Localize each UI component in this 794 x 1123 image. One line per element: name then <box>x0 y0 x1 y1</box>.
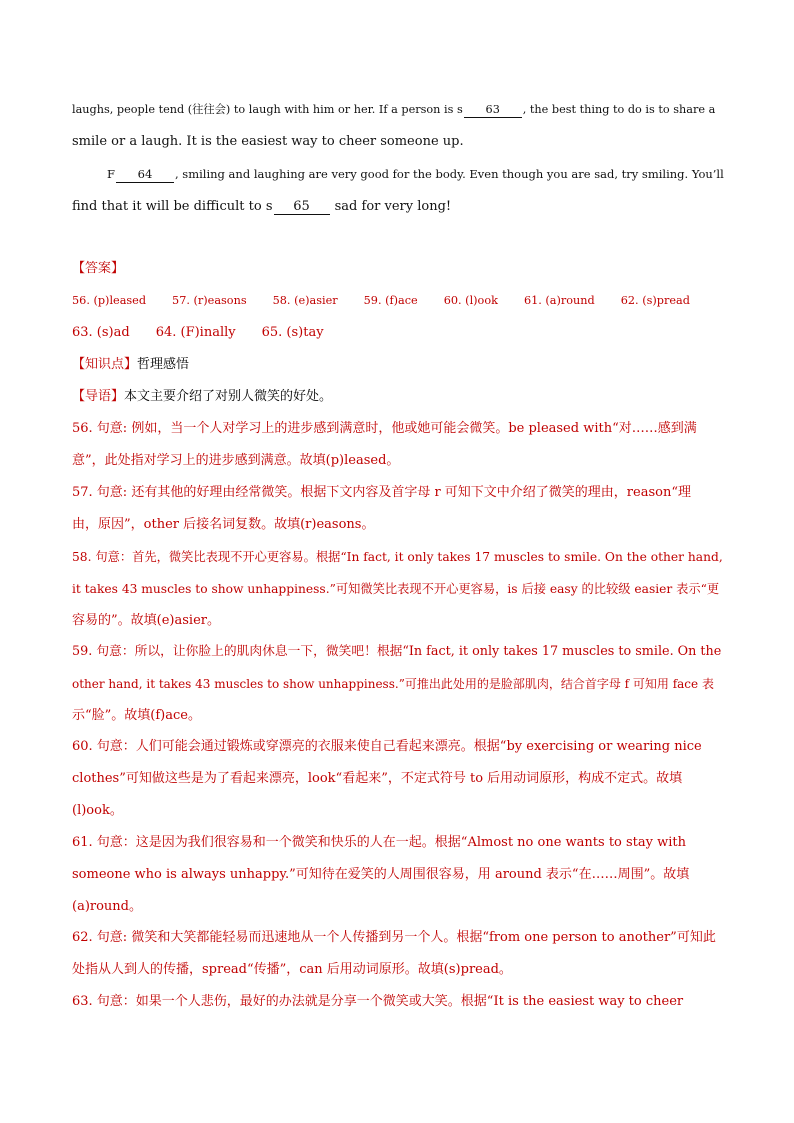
explanation-line: 容易的”。故填(e)asier。 <box>72 613 220 628</box>
explanation-line: 处指从人到人的传播，spread“传播”，can 后用动词原形。故填(s)pread。 <box>72 962 512 977</box>
explanation-line: 58. 句意：首先，微笑比表现不开心更容易。根据“In fact, it only takes 17 muscles to smile. On the other hand, <box>72 550 723 564</box>
explanation-line: clothes”可知做这些是为了看起来漂亮，look“看起来”，不定式符号 to 后用动词原形，构成不定式。故填 <box>72 771 683 786</box>
answer-item: 62. (s)pread <box>620 294 690 307</box>
blank-64: 64 <box>116 167 174 183</box>
answer-item: 56. (p)leased <box>72 294 147 307</box>
explanation-line: someone who is always unhappy.”可知待在爱笑的人周围很容易，用 around 表示“在……周围”。故填 <box>72 867 690 882</box>
explanation-line: 59. 句意：所以，让你脸上的肌肉休息一下，微笑吧！根据“In fact, it only takes 17 muscles to smile. On the <box>72 644 722 659</box>
passage-line-1 <box>72 100 715 120</box>
explanation-line: 意”，此处指对学习上的进步感到满意。故填(p)leased。 <box>72 453 400 468</box>
explanation-line: (a)round。 <box>72 899 143 914</box>
passage-line-4 <box>72 197 451 217</box>
knowledge-text: 哲理感悟 <box>137 357 190 372</box>
blank-65: 65 <box>274 199 330 215</box>
answer-item: 60. (l)ook <box>443 294 498 307</box>
explanation-line: 56. 句意: 例如，当一个人对学习上的进步感到满意时，他或她可能会微笑。be pleased with“对……感到满 <box>72 421 697 436</box>
explanation-line: 62. 句意: 微笑和大笑都能轻易而迅速地从一个人传播到另一个人。根据“from one person to another”可知此 <box>72 930 716 945</box>
explanation-line: 60. 句意：人们可能会通过锻炼或穿漂亮的衣服来使自己看起来漂亮。根据“by exercising or wearing nice <box>72 739 702 754</box>
passage-line-2: smile or a laugh. It is the easiest way to cheer someone up. <box>72 134 464 149</box>
explanation-line: 61. 句意：这是因为我们很容易和一个微笑和快乐的人在一起。根据“Almost no one wants to stay with <box>72 835 687 850</box>
explanation-line: it takes 43 muscles to show unhappiness.”可知微笑比表现不开心更容易，is 后接 easy 的比较级 easier 表示“更 <box>72 582 720 596</box>
answer-item: 64. (F)inally <box>155 325 236 340</box>
answer-label: 【答案】 <box>72 261 125 276</box>
explanation-line: (l)ook。 <box>72 803 123 818</box>
guide-text: 本文主要介绍了对别人微笑的好处。 <box>124 389 333 404</box>
guide-label: 【导语】 <box>72 389 125 404</box>
passage-line-3 <box>107 164 724 184</box>
answer-item: 61. (a)round <box>523 294 595 307</box>
passage-text: , the best thing to do is to share a <box>522 103 716 116</box>
answer-row-2 <box>72 323 350 343</box>
knowledge-label: 【知识点】 <box>72 357 138 372</box>
guide <box>72 387 332 407</box>
passage-text: laughs, people tend (往往会) to laugh with him or her. If a person is s <box>72 103 463 116</box>
knowledge-point <box>72 355 189 375</box>
explanation-line: 63. 句意：如果一个人悲伤，最好的办法就是分享一个微笑或大笑。根据“It is the easiest way to cheer <box>72 994 684 1009</box>
passage-text: find that it will be difficult to s <box>72 199 273 214</box>
passage-text: sad for very long! <box>330 199 452 214</box>
answer-row-1 <box>72 291 716 311</box>
explanation-line: 示“脸”。故填(f)ace。 <box>72 708 201 723</box>
answer-item: 57. (r)easons <box>172 294 247 307</box>
answer-item: 63. (s)ad <box>72 325 130 340</box>
passage-text: F <box>107 167 115 181</box>
passage-text: , smiling and laughing are very good for the body. Even though you are sad, try smiling. You’ll <box>174 167 724 181</box>
answer-item: 59. (f)ace <box>363 294 418 307</box>
answer-item: 58. (e)asier <box>272 294 338 307</box>
explanation-line: 由，原因”，other 后接名词复数。故填(r)easons。 <box>72 517 375 532</box>
explanation-line: other hand, it takes 43 muscles to show unhappiness.”可推出此处用的是脸部肌肉，结合首字母 f 可知用 face 表 <box>72 677 714 691</box>
blank-63: 63 <box>464 102 522 118</box>
answer-heading <box>72 259 124 279</box>
explanation-line: 57. 句意: 还有其他的好理由经常微笑。根据下文内容及首字母 r 可知下文中介绍了微笑的理由，reason“理 <box>72 485 691 500</box>
answer-item: 65. (s)tay <box>261 325 324 340</box>
